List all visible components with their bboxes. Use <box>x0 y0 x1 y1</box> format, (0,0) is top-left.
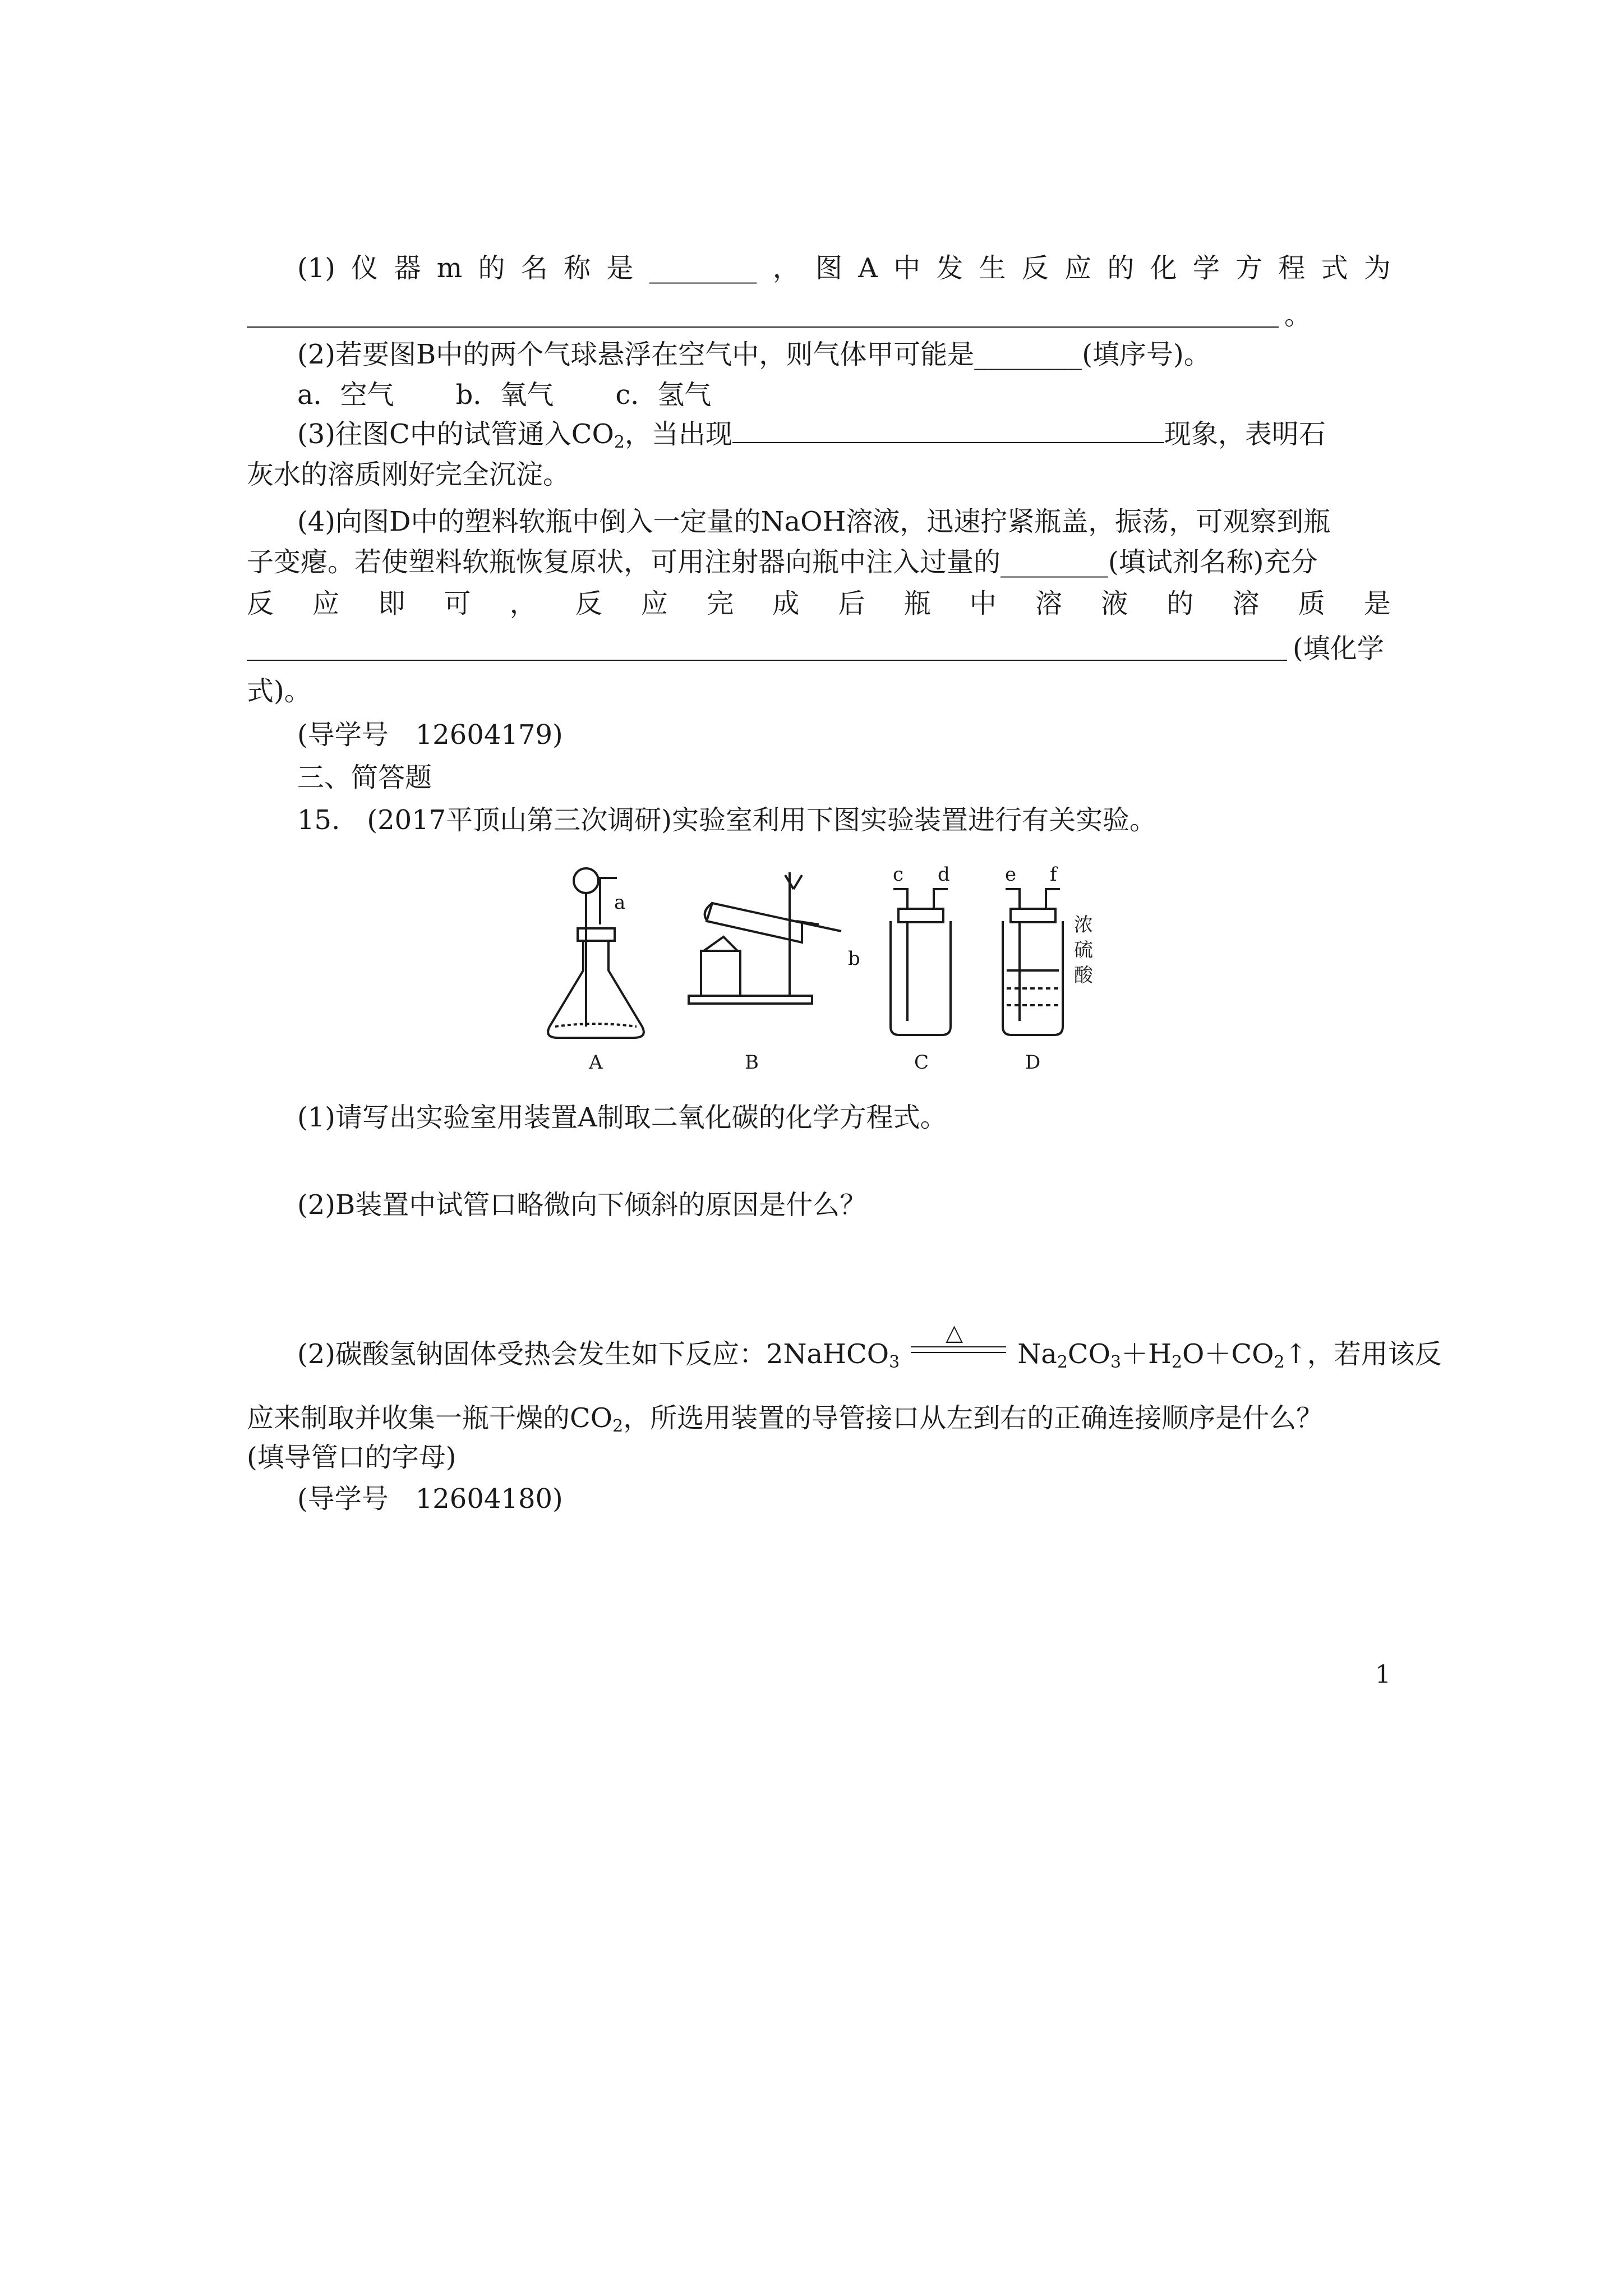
q14-part1-char: 化 <box>1150 252 1177 284</box>
q15-part3-line3: (填导管口的字母) <box>247 1442 457 1473</box>
q14-part4-char: 反 <box>575 588 602 619</box>
q15-stem: 15. (2017平顶山第三次调研)实验室利用下图实验装置进行有关实验。 <box>297 804 1156 836</box>
label-acid-3: 酸 <box>1074 964 1093 987</box>
q14-part1-tail: 。 <box>1284 300 1312 331</box>
q14-guide-number: (导学号 12604179) <box>297 719 563 751</box>
q14-part4-char: 溶 <box>1035 588 1063 619</box>
apparatus-a-flask <box>548 868 644 1038</box>
label-d: d <box>938 863 950 886</box>
q15-part2: (2)B装置中试管口略微向下倾斜的原因是什么？ <box>297 1189 867 1221</box>
q14-part4-char: 瓶 <box>903 588 931 619</box>
q14-part1-char: 仪 <box>351 252 379 284</box>
caption-d: D <box>1025 1051 1041 1074</box>
q14-part1-char: A <box>858 252 878 284</box>
caption-a: A <box>589 1051 603 1074</box>
q14-part4-char: 后 <box>838 588 865 619</box>
q14-part4-line3 <box>247 586 1391 622</box>
q14-part4-char: ， <box>509 588 537 619</box>
q14-part1-char: (1) <box>297 252 335 284</box>
label-acid-1: 浓 <box>1074 914 1093 936</box>
apparatus-c-bottle <box>891 889 951 1035</box>
label-a: a <box>614 891 626 914</box>
q14-part1-char: 中 <box>893 252 921 284</box>
q14-part4-char: 应 <box>312 588 340 619</box>
q14-part1-char: 生 <box>979 252 1006 284</box>
q14-part3-line2: 灰水的溶质刚好完全沉淀。 <box>247 459 570 490</box>
q15-part1: (1)请写出实验室用装置A制取二氧化碳的化学方程式。 <box>297 1102 947 1133</box>
label-c: c <box>893 863 904 886</box>
q14-part1-char: 为 <box>1363 252 1391 284</box>
q14-part1-char: 学 <box>1192 252 1220 284</box>
label-e: e <box>1005 863 1017 886</box>
q14-part1-char: 程 <box>1278 252 1306 284</box>
q14-part1-char: 图 <box>815 252 842 284</box>
apparatus-b-heating <box>689 872 841 1004</box>
q14-part1-char: 应 <box>1064 252 1092 284</box>
q14-part1-char: 器 <box>394 252 421 284</box>
q15-guide-number: (导学号 12604180) <box>297 1483 563 1515</box>
option-a: a．空气 <box>297 379 394 411</box>
q14-part1-char: 称 <box>563 252 591 284</box>
q14-part1-blank[interactable]: ________ <box>649 252 757 284</box>
q14-part1-char: 的 <box>478 252 505 284</box>
q14-part4-char: 完 <box>707 588 734 619</box>
q14-part1-char: 反 <box>1021 252 1049 284</box>
q14-part4-char: 的 <box>1166 588 1194 619</box>
q14-part4-char: 质 <box>1298 588 1325 619</box>
q14-part4-char: 可 <box>444 588 471 619</box>
q14-part1-char: ， <box>772 252 800 284</box>
q14-part1-char: m <box>436 252 463 284</box>
q14-part4-char: 即 <box>378 588 405 619</box>
option-c: c．氢气 <box>615 379 712 411</box>
q14-part1-char: 方 <box>1235 252 1263 284</box>
apparatus-figure <box>538 858 1155 1094</box>
q14-part1-char: 的 <box>1107 252 1135 284</box>
reaction-heat-condition <box>911 1320 1006 1363</box>
q14-part4-char: 是 <box>1363 588 1391 619</box>
q14-part3-line1: (3)往图C中的试管通入$CO_2$，当出现 现象，表明石 <box>297 418 1326 452</box>
label-b: b <box>848 947 860 970</box>
q14-part1-char: 式 <box>1321 252 1348 284</box>
q14-part4-line2: 子变瘪。若使塑料软瓶恢复原状，可用注射器向瓶中注入过量的________(填试剂名称)充分 <box>247 546 1318 578</box>
q14-part4-char: 中 <box>969 588 997 619</box>
q14-part4-char: 应 <box>641 588 668 619</box>
caption-c: C <box>914 1051 929 1074</box>
q14-part2-options <box>297 377 711 413</box>
q14-part4-answer-line[interactable] <box>247 660 1287 661</box>
q14-part4-line1: (4)向图D中的塑料软瓶中倒入一定量的NaOH溶液，迅速拧紧瓶盖，振荡，可观察到瓶 <box>297 506 1331 537</box>
q14-part1-answer-line[interactable] <box>247 326 1279 328</box>
apparatus-d-bottle <box>1003 889 1063 1035</box>
q14-part2: (2)若要图B中的两个气球悬浮在空气中，则气体甲可能是________(填序号)。 <box>297 339 1211 370</box>
q14-part1-char: 名 <box>520 252 548 284</box>
page-number: 1 <box>1375 1660 1391 1689</box>
label-f: f <box>1050 863 1057 886</box>
heat-triangle-icon: △ <box>946 1320 963 1346</box>
q14-part1-char: 发 <box>936 252 963 284</box>
q15-part3-line2: 应来制取并收集一瓶干燥的$CO_2$，所选用装置的导管接口从左到右的正确连接顺序是什么？ <box>247 1402 1324 1436</box>
q14-part1-char: 是 <box>606 252 634 284</box>
section-title: 三、简答题 <box>297 762 432 793</box>
q14-part4-line5: 式)。 <box>247 675 311 707</box>
caption-b: B <box>745 1051 759 1074</box>
q14-part4-line4-tail: (填化学 <box>1293 633 1384 664</box>
q14-part4-char: 成 <box>772 588 800 619</box>
q15-part3-line1: (2)碳酸氢钠固体受热会发生如下反应：2NaHCO$_3$ △ $Na_2CO_3+H_2O+CO_2↑$，若用该反 <box>297 1336 1442 1372</box>
q14-part1-line1 <box>297 250 1391 286</box>
q14-part4-char: 溶 <box>1232 588 1260 619</box>
option-b: b．氧气 <box>455 379 554 411</box>
q14-part4-char: 反 <box>247 588 274 619</box>
q14-part3-blank[interactable] <box>732 420 1164 443</box>
label-acid-2: 硫 <box>1074 939 1093 961</box>
q14-part4-char: 液 <box>1101 588 1128 619</box>
